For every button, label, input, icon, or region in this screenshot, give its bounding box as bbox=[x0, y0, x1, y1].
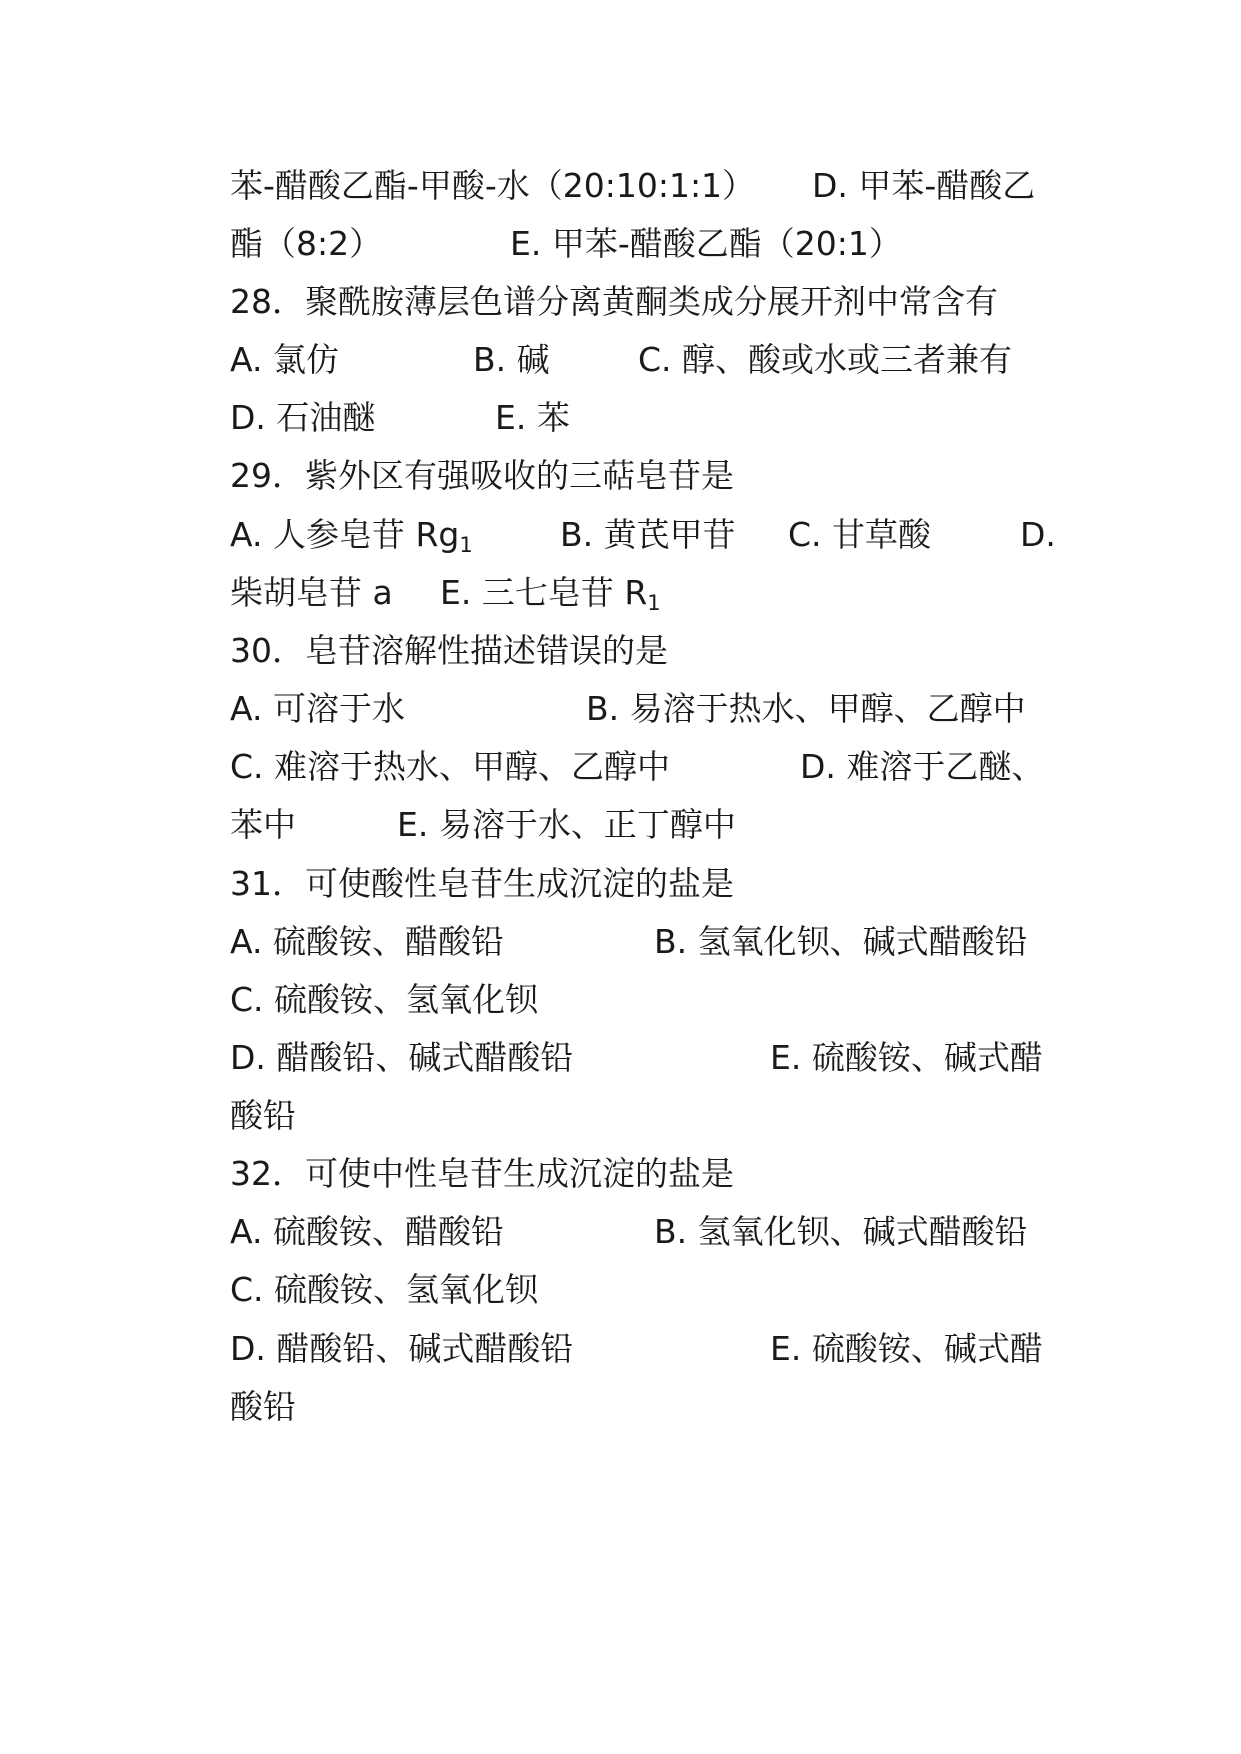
q32-stem bbox=[230, 1142, 1060, 1206]
q30-option-c: C. 难溶于热水、甲醇、乙醇中 bbox=[230, 747, 671, 786]
q30-option-d: D. 难溶于乙醚、 bbox=[800, 747, 1045, 786]
q29-options-line-2 bbox=[230, 561, 1060, 625]
q29-option-d-cont: 柴胡皂苷 a bbox=[230, 573, 393, 612]
question-stem: 29．紫外区有强吸收的三萜皂苷是 bbox=[230, 456, 734, 495]
q28-option-d: D. 石油醚 bbox=[230, 398, 376, 437]
q32-option-c: C. 硫酸铵、氢氧化钡 bbox=[230, 1270, 539, 1309]
q30-option-b: B. 易溶于热水、甲醇、乙醇中 bbox=[586, 689, 1026, 728]
q28-option-b: B. 碱 bbox=[473, 340, 550, 379]
q31-options-line-2 bbox=[230, 968, 1060, 1032]
q29-option-e-text: E. 三七皂苷 R bbox=[440, 573, 648, 612]
q32-options-line-2 bbox=[230, 1258, 1060, 1322]
q31-options-line-3 bbox=[230, 1026, 1060, 1090]
q29-option-c: C. 甘草酸 bbox=[788, 515, 932, 554]
q30-options-line-3 bbox=[230, 793, 1060, 857]
q28-options-line-1 bbox=[230, 328, 1060, 392]
q31-option-d: D. 醋酸铅、碱式醋酸铅 bbox=[230, 1038, 574, 1077]
q28-option-e: E. 苯 bbox=[495, 398, 570, 437]
q29-option-a-text: A. 人参皂苷 Rg bbox=[230, 515, 460, 554]
q27-option-e: E. 甲苯-醋酸乙酯（20:1） bbox=[510, 224, 902, 263]
q27-options-line-1 bbox=[230, 154, 1060, 218]
q28-stem bbox=[230, 270, 1060, 334]
q27-options-line-2 bbox=[230, 212, 1060, 276]
question-stem: 28．聚酰胺薄层色谱分离黄酮类成分展开剂中常含有 bbox=[230, 282, 998, 321]
q32-option-e: E. 硫酸铵、碱式醋 bbox=[770, 1329, 1043, 1368]
q28-option-c: C. 醇、酸或水或三者兼有 bbox=[638, 340, 1013, 379]
q30-options-line-2 bbox=[230, 735, 1060, 799]
q32-option-d: D. 醋酸铅、碱式醋酸铅 bbox=[230, 1329, 574, 1368]
question-stem: 30．皂苷溶解性描述错误的是 bbox=[230, 631, 668, 670]
q31-options-line-4 bbox=[230, 1084, 1060, 1148]
q30-options-line-1 bbox=[230, 677, 1060, 741]
q32-option-b: B. 氢氧化钡、碱式醋酸铅 bbox=[654, 1212, 1028, 1251]
q32-options-line-1 bbox=[230, 1200, 1060, 1264]
question-stem: 31．可使酸性皂苷生成沉淀的盐是 bbox=[230, 864, 734, 903]
q29-option-d-label: D. bbox=[1020, 515, 1056, 554]
q29-option-e bbox=[440, 561, 661, 625]
q31-option-a: A. 硫酸铵、醋酸铅 bbox=[230, 922, 504, 961]
q30-option-a: A. 可溶于水 bbox=[230, 689, 405, 728]
q32-option-a: A. 硫酸铵、醋酸铅 bbox=[230, 1212, 504, 1251]
q32-options-line-3 bbox=[230, 1317, 1060, 1381]
q28-option-a: A. 氯仿 bbox=[230, 340, 339, 379]
q31-option-e-cont: 酸铅 bbox=[230, 1096, 296, 1135]
q29-stem bbox=[230, 444, 1060, 508]
q27-option-d-text: D. 甲苯-醋酸乙 bbox=[812, 166, 1036, 205]
q31-option-b: B. 氢氧化钡、碱式醋酸铅 bbox=[654, 922, 1028, 961]
q29-options-line-1 bbox=[230, 503, 1060, 567]
q31-option-c: C. 硫酸铵、氢氧化钡 bbox=[230, 980, 539, 1019]
question-stem: 32．可使中性皂苷生成沉淀的盐是 bbox=[230, 1154, 734, 1193]
q32-option-e-cont: 酸铅 bbox=[230, 1387, 296, 1426]
q31-option-e: E. 硫酸铵、碱式醋 bbox=[770, 1038, 1043, 1077]
q27-option-c-text: 苯-醋酸乙酯-甲酸-水（20:10:1:1） bbox=[230, 166, 756, 205]
q29-option-b: B. 黄芪甲苷 bbox=[560, 515, 736, 554]
q29-option-a-subscript: 1 bbox=[459, 533, 473, 557]
q30-option-e: E. 易溶于水、正丁醇中 bbox=[397, 805, 736, 844]
q30-stem bbox=[230, 619, 1060, 683]
q27-option-d-cont: 酯（8:2） bbox=[230, 224, 383, 263]
q31-options-line-1 bbox=[230, 910, 1060, 974]
q29-option-e-subscript: 1 bbox=[647, 591, 661, 615]
q30-option-d-cont: 苯中 bbox=[230, 805, 296, 844]
q32-options-line-4 bbox=[230, 1375, 1060, 1439]
q28-options-line-2 bbox=[230, 386, 1060, 450]
q29-option-a bbox=[230, 503, 473, 567]
q31-stem bbox=[230, 852, 1060, 916]
